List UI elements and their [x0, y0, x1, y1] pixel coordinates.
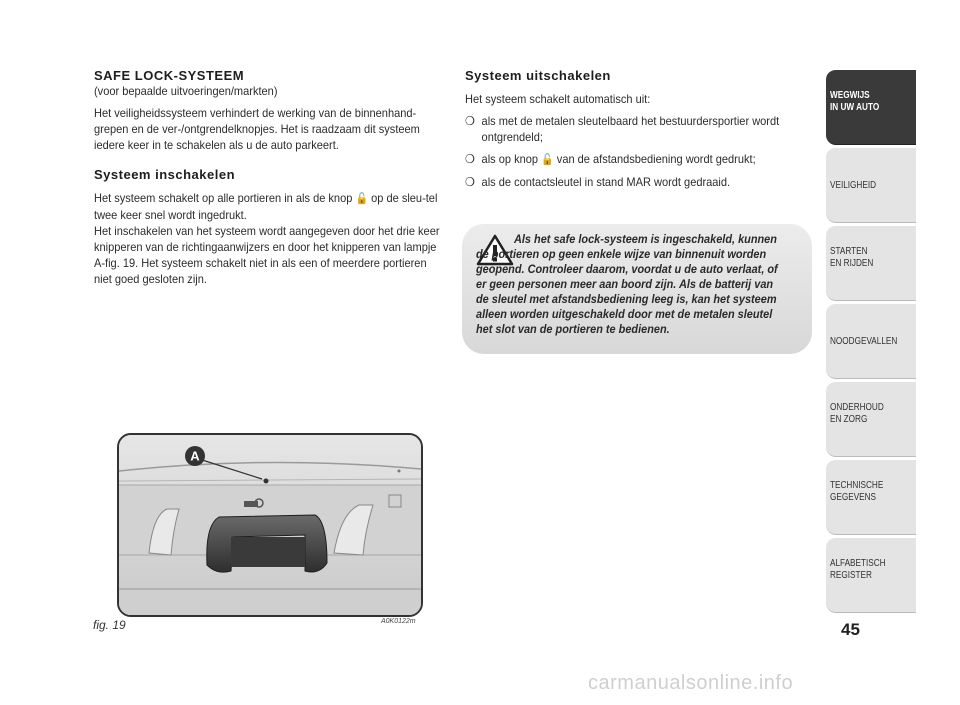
lock-indicator-led [264, 479, 269, 484]
tab-technische[interactable] [826, 459, 916, 535]
enable-text-part1: Het systeem schakelt op alle portieren in als de knop [94, 191, 353, 205]
tab-starten[interactable] [826, 225, 916, 301]
enable-text-part2: op de sleu-tel twee keer snel wordt ingedrukt. [94, 191, 438, 222]
tab-label: STARTEN EN RIJDEN [830, 246, 874, 269]
bullet-icon: ❍ [465, 175, 475, 189]
list-item [465, 151, 813, 168]
key-lock-icon: 🔓 [355, 193, 369, 205]
left-column [94, 68, 444, 287]
tab-onderhoud[interactable] [826, 381, 916, 457]
figure-caption: fig. 19 [93, 618, 126, 632]
right-column [465, 68, 815, 196]
list-item [465, 113, 813, 145]
tab-label: ONDERHOUD EN ZORG [830, 402, 884, 425]
tab-label: WEGWIJS IN UW AUTO [830, 90, 880, 113]
bullet-icon: ❍ [465, 152, 475, 166]
section-subtitle: (voor bepaalde uitvoeringen/markten) [94, 84, 278, 98]
tab-noodgevallen[interactable] [826, 303, 916, 379]
enable-paragraph-2: Het inschakelen van het systeem wordt aangegeven door het drie keer knipperen van de richtingaanwijzers en door het knipperen van lampje A-fig. 19. Het systeem schakelt niet in als een of meerdere portieren niet goed gesloten zijn. [94, 224, 440, 286]
tab-veiligheid[interactable] [826, 147, 916, 223]
enable-heading: Systeem inschakelen [94, 167, 236, 182]
section-title: SAFE LOCK-SYSTEEM [94, 68, 245, 83]
list-item-text-cont: van de afstandsbediening wordt gedrukt; [556, 152, 756, 166]
warning-box [462, 224, 812, 354]
disable-heading: Systeem uitschakelen [465, 68, 611, 83]
key-lock-icon: 🔓 [541, 154, 554, 166]
tab-alfabetisch[interactable] [826, 537, 916, 613]
enable-paragraph [94, 190, 442, 223]
tab-label: ALFABETISCH REGISTER [830, 558, 886, 581]
disable-list [465, 113, 813, 190]
list-item-text: als de contactsleutel in stand MAR wordt gedraaid. [481, 175, 731, 189]
list-item-text: als op knop [481, 152, 539, 166]
tab-label: TECHNISCHE GEGEVENS [830, 480, 884, 503]
marker-label: A [190, 448, 200, 464]
watermark: carmanualsonline.info [588, 672, 794, 694]
list-item [465, 174, 813, 190]
figure-code: A0K0122m [381, 618, 416, 625]
warning-text: Als het safe lock-systeem is ingeschakeld, kunnen de portieren op geen enkele wijze van binnenuit worden geopend. Controleer daarom, voordat u de auto verlaat, of er geen personen meer aan boord zijn. Als de batterij van de sleutel met afstandsbediening leeg is, kan het systeem alleen worden uitgeschakeld door met de metalen sleutel het slot van de portieren te bedienen. [476, 234, 778, 336]
page-number: 45 [841, 620, 860, 639]
door-lock-illustration [119, 435, 421, 615]
bullet-icon: ❍ [465, 114, 475, 128]
figure-19-image [117, 433, 423, 617]
disable-intro: Het systeem schakelt automatisch uit: [465, 92, 651, 106]
intro-paragraph: Het veiligheidssysteem verhindert de werking van de binnenhand-grepen en de ver-/ontgrendelknopjes. Het is raadzaam dit systeem iedere keer in te schakelen als u de auto parkeert. [94, 106, 420, 152]
tab-wegwijs[interactable] [826, 69, 916, 145]
tab-label: NOODGEVALLEN [830, 336, 898, 347]
tab-label: VEILIGHEID [830, 180, 877, 191]
list-item-text: als met de metalen sleutelbaard het bestuurdersportier wordt ontgrendeld; [481, 114, 780, 144]
